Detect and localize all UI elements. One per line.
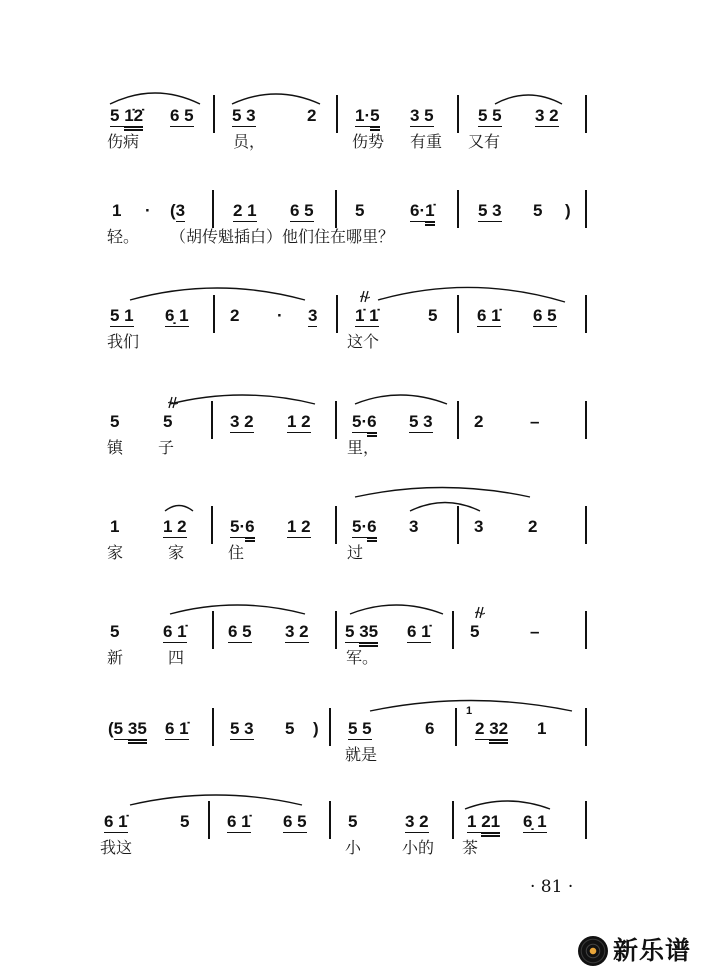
note-group bbox=[230, 518, 255, 542]
bar-line bbox=[335, 611, 337, 649]
note-group bbox=[110, 413, 119, 432]
bar-line bbox=[585, 190, 587, 228]
note-group bbox=[470, 623, 479, 642]
tremolo-icon bbox=[360, 290, 370, 303]
bar-line bbox=[212, 190, 214, 228]
note-group bbox=[108, 720, 147, 744]
lyric: 军。 bbox=[346, 648, 379, 667]
note: 2 bbox=[307, 106, 317, 125]
note-group bbox=[535, 107, 559, 127]
note: 3 2 bbox=[535, 106, 559, 125]
note: ) bbox=[313, 719, 319, 738]
bar-line bbox=[336, 295, 338, 333]
note: 21 bbox=[481, 813, 500, 837]
note-group bbox=[163, 623, 187, 643]
logo bbox=[578, 934, 691, 968]
note-group bbox=[233, 202, 257, 222]
note: 6 bbox=[245, 518, 254, 542]
bar-line bbox=[457, 295, 459, 333]
note-group bbox=[227, 813, 251, 833]
note-group bbox=[145, 202, 151, 221]
note: 1 2 bbox=[287, 412, 311, 431]
note: 1· bbox=[355, 106, 371, 125]
note-group bbox=[348, 720, 372, 740]
note: 6 1̇ bbox=[104, 812, 128, 831]
bar-line bbox=[335, 401, 337, 439]
note: 5 bbox=[533, 201, 543, 220]
note: 1̇ 1̇ bbox=[355, 306, 379, 325]
note: ( bbox=[108, 719, 114, 738]
note: 6· bbox=[410, 201, 426, 220]
note: 35 bbox=[128, 720, 147, 744]
bar-line bbox=[335, 190, 337, 228]
note-group bbox=[110, 623, 119, 642]
grace-note: 1 bbox=[466, 705, 473, 717]
note: 5 bbox=[345, 622, 360, 641]
lyric: 里， bbox=[347, 438, 380, 457]
bar-line bbox=[457, 401, 459, 439]
note: 6 1̇ bbox=[407, 622, 431, 641]
note: 5 bbox=[428, 306, 438, 325]
note-group bbox=[180, 813, 189, 832]
note: 1 bbox=[467, 812, 482, 831]
note: 6 1̇ bbox=[163, 622, 187, 641]
record-disc-icon bbox=[578, 936, 608, 966]
note: 2 1 bbox=[233, 201, 257, 220]
note-group bbox=[287, 518, 311, 538]
note: 3 2 bbox=[230, 412, 254, 431]
note: 6̣ 1 bbox=[165, 306, 189, 325]
lyric: 就是 bbox=[345, 745, 378, 764]
note: 2 bbox=[528, 517, 538, 536]
lyric: 新 bbox=[107, 648, 124, 667]
note: 2 bbox=[474, 412, 484, 431]
lyric: 有重 bbox=[410, 132, 443, 151]
bar-line bbox=[457, 190, 459, 228]
bar-line bbox=[211, 401, 213, 439]
note-group bbox=[163, 413, 172, 432]
note: 6̣ 1 bbox=[523, 812, 547, 831]
bar-line bbox=[452, 801, 454, 839]
note-group bbox=[277, 307, 283, 326]
note: 5 3 bbox=[232, 106, 256, 125]
note: 5 bbox=[180, 812, 190, 831]
note-group bbox=[307, 107, 316, 126]
note-group bbox=[466, 705, 509, 744]
note: – bbox=[530, 412, 540, 431]
note-group bbox=[409, 518, 418, 537]
note-group bbox=[230, 720, 254, 740]
lyric: 茶 bbox=[462, 838, 479, 857]
note: 6 5 bbox=[533, 306, 557, 325]
note: 3 2 bbox=[285, 622, 309, 641]
bar-line bbox=[212, 611, 214, 649]
note: 3 bbox=[409, 517, 419, 536]
note-group bbox=[565, 202, 571, 221]
note: 6 1̇ bbox=[227, 812, 251, 831]
note: · bbox=[277, 306, 283, 325]
note: 5 bbox=[163, 412, 173, 431]
note-group bbox=[230, 307, 239, 326]
lyric: 伤势 bbox=[352, 132, 385, 151]
note: 5 bbox=[470, 622, 480, 641]
note: 6 5 bbox=[283, 812, 307, 831]
note-group bbox=[523, 813, 547, 833]
note: 1̇2̇ bbox=[124, 107, 143, 131]
bar-line bbox=[585, 611, 587, 649]
bar-line bbox=[585, 506, 587, 544]
note-group bbox=[474, 413, 483, 432]
bar-line bbox=[585, 401, 587, 439]
bar-line bbox=[455, 708, 457, 746]
note: 6 5 bbox=[170, 106, 194, 125]
lyric: 我这 bbox=[100, 838, 133, 857]
note: 1 bbox=[110, 517, 120, 536]
note: 6 5 bbox=[228, 622, 252, 641]
note-group bbox=[409, 413, 433, 433]
note-group bbox=[110, 518, 119, 537]
bar-line bbox=[208, 801, 210, 839]
lyric: 子 bbox=[158, 438, 175, 457]
note: 3 5 bbox=[410, 106, 434, 125]
note: 2 bbox=[230, 306, 240, 325]
note-group bbox=[533, 202, 542, 221]
note: 1̇ bbox=[425, 202, 434, 226]
lyric: 四 bbox=[168, 648, 185, 667]
note: – bbox=[530, 622, 540, 641]
note-group bbox=[290, 202, 314, 222]
note-group bbox=[313, 720, 319, 739]
note: 6 1̇ bbox=[477, 306, 501, 325]
lyric: （胡传魁插白）他们住在哪里？ bbox=[170, 227, 395, 246]
note: 2 bbox=[475, 719, 490, 738]
lyric: 又有 bbox=[468, 132, 501, 151]
lyric: 轻。 bbox=[107, 227, 140, 246]
note: 6 5 bbox=[290, 201, 314, 220]
note-group bbox=[537, 720, 546, 739]
lyric: 小的 bbox=[402, 838, 435, 857]
note-group bbox=[228, 623, 252, 643]
note: 32 bbox=[489, 720, 508, 744]
note-group bbox=[230, 413, 254, 433]
note-group bbox=[232, 107, 256, 127]
note: ) bbox=[565, 201, 571, 220]
note: 1 2 bbox=[163, 517, 187, 536]
note-group bbox=[428, 307, 437, 326]
note: 6 bbox=[425, 719, 435, 738]
bar-line bbox=[336, 95, 338, 133]
lyric: 员， bbox=[233, 132, 266, 151]
note: 3 bbox=[175, 201, 186, 220]
note: 1 bbox=[112, 201, 122, 220]
note: 5· bbox=[230, 517, 246, 536]
tremolo-icon bbox=[475, 606, 485, 619]
note-group bbox=[478, 107, 502, 127]
note-group bbox=[533, 307, 557, 327]
bar-line bbox=[452, 611, 454, 649]
bar-line bbox=[585, 708, 587, 746]
lyric: 住 bbox=[228, 543, 245, 562]
lyric: 我们 bbox=[107, 332, 140, 351]
note: 6 bbox=[367, 518, 376, 542]
note-group bbox=[170, 107, 194, 127]
note-group bbox=[285, 623, 309, 643]
note-group bbox=[352, 518, 377, 542]
note: 35 bbox=[359, 623, 378, 647]
note-group bbox=[283, 813, 307, 833]
logo-text: 新乐谱 bbox=[613, 936, 692, 965]
note-group bbox=[467, 813, 500, 837]
note-group bbox=[104, 813, 128, 833]
note: 5· bbox=[352, 412, 368, 431]
bar-line bbox=[213, 95, 215, 133]
note-group bbox=[530, 413, 539, 432]
note-group bbox=[407, 623, 431, 643]
note: 1 2 bbox=[287, 517, 311, 536]
note-group bbox=[110, 107, 143, 131]
note-group bbox=[348, 813, 357, 832]
note-group bbox=[405, 813, 429, 833]
lyric: 镇 bbox=[107, 438, 124, 457]
bar-line bbox=[585, 801, 587, 839]
note: 1 bbox=[537, 719, 547, 738]
note-group bbox=[477, 307, 501, 327]
note-group bbox=[112, 202, 121, 221]
note: 5 3 bbox=[409, 412, 433, 431]
bar-line bbox=[335, 506, 337, 544]
note-group bbox=[163, 518, 187, 538]
note: 3 bbox=[308, 306, 318, 325]
bar-line bbox=[213, 295, 215, 333]
bar-line bbox=[211, 506, 213, 544]
note-group bbox=[410, 107, 434, 127]
note-group bbox=[478, 202, 502, 222]
tremolo-icon bbox=[168, 396, 178, 409]
note: 5 bbox=[113, 719, 128, 738]
note: 5 bbox=[355, 201, 365, 220]
note: 5 3 bbox=[230, 719, 254, 738]
note: 5 bbox=[110, 622, 120, 641]
note-group bbox=[355, 307, 379, 327]
lyric: 这个 bbox=[347, 332, 380, 351]
note-group bbox=[165, 307, 189, 327]
lyric: 家 bbox=[168, 543, 185, 562]
note-group bbox=[287, 413, 311, 433]
note-group bbox=[165, 720, 189, 740]
note: 5 bbox=[348, 812, 358, 831]
bar-line bbox=[457, 95, 459, 133]
note-group bbox=[345, 623, 378, 647]
note-group bbox=[355, 202, 364, 221]
lyric: 小 bbox=[345, 838, 362, 857]
note: 5 3 bbox=[478, 201, 502, 220]
bar-line bbox=[329, 801, 331, 839]
note-group bbox=[285, 720, 294, 739]
note-group bbox=[528, 518, 537, 537]
note-group bbox=[355, 107, 380, 131]
note-group bbox=[308, 307, 317, 327]
note: 6 1̇ bbox=[165, 719, 189, 738]
note-group bbox=[352, 413, 377, 437]
note-group bbox=[474, 518, 483, 537]
bar-line bbox=[585, 95, 587, 133]
note: 6 bbox=[367, 413, 376, 437]
bar-line bbox=[457, 506, 459, 544]
note-group bbox=[110, 307, 134, 327]
bar-line bbox=[212, 708, 214, 746]
bar-line bbox=[585, 295, 587, 333]
bar-line bbox=[329, 708, 331, 746]
note: 5 5 bbox=[348, 719, 372, 738]
note-group bbox=[410, 202, 435, 226]
note: 5 1 bbox=[110, 306, 134, 325]
note: 3 bbox=[474, 517, 484, 536]
lyric: 过 bbox=[347, 543, 364, 562]
note: 5 5 bbox=[478, 106, 502, 125]
note: 5· bbox=[352, 517, 368, 536]
lyric: 伤病 bbox=[107, 132, 140, 151]
note: 3 2 bbox=[405, 812, 429, 831]
lyric: 家 bbox=[107, 543, 124, 562]
note: 5 bbox=[110, 106, 125, 125]
note: ( bbox=[170, 201, 176, 220]
note: 5 bbox=[110, 412, 120, 431]
note-group bbox=[425, 720, 434, 739]
note: 5 bbox=[370, 107, 379, 131]
note: 5 bbox=[285, 719, 295, 738]
note-group bbox=[530, 623, 539, 642]
page-number: · 81 · bbox=[530, 877, 574, 897]
note-group bbox=[170, 202, 185, 222]
note: · bbox=[145, 201, 151, 220]
